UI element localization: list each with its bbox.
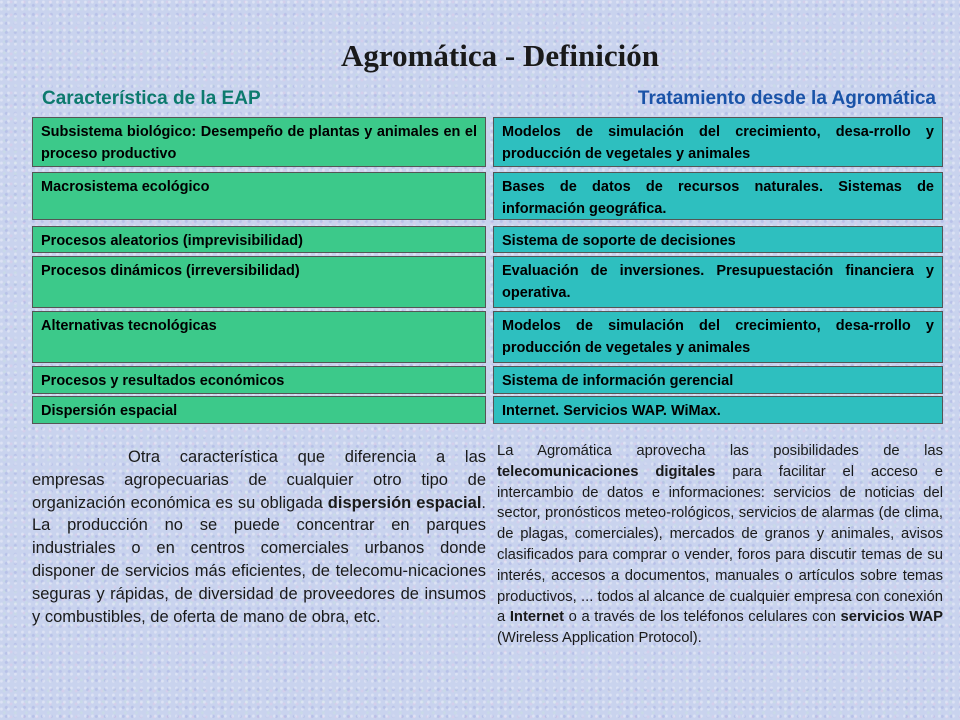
paragraph-text: . La producción no se puede concentrar en parques industriales o en centros comerciales urbanos donde disponer de servicios más eficientes, de telecomu-nicaciones seguras y rápidas, de diversidad de proveedores de insumos y combustibles, de oferta de mano de obra, etc.: [32, 493, 486, 626]
table-row: [32, 311, 943, 363]
treatment-cell: Modelos de simulación del crecimiento, desa-rrollo y producción de vegetales y animales: [493, 311, 943, 363]
page-title: Agromática - Definición: [341, 38, 659, 73]
paragraph-emphasis: servicios WAP: [840, 609, 943, 626]
column-header-treatment: Tratamiento desde la Agromática: [637, 88, 936, 109]
treatment-cell: Bases de datos de recursos naturales. Sistemas de información geográfica.: [493, 172, 943, 220]
table-row: [32, 396, 943, 424]
characteristic-cell: Procesos aleatorios (imprevisibilidad): [32, 226, 486, 253]
paragraph-emphasis: dispersión espacial: [327, 493, 482, 512]
characteristic-cell: Dispersión espacial: [32, 396, 486, 424]
paragraph-text: (Wireless Application Protocol).: [497, 630, 702, 647]
table-row: [32, 117, 943, 167]
characteristic-cell: Macrosistema ecológico: [32, 172, 486, 220]
telecom-paragraph: [497, 441, 943, 649]
treatment-cell: Internet. Servicios WAP. WiMax.: [493, 396, 943, 424]
table-row: [32, 256, 943, 308]
characteristic-cell: Alternativas tecnológicas: [32, 311, 486, 363]
treatment-cell: Sistema de información gerencial: [493, 366, 943, 394]
treatment-cell: Sistema de soporte de decisiones: [493, 226, 943, 253]
table-row: [32, 172, 943, 220]
treatment-cell: Modelos de simulación del crecimiento, desa-rrollo y producción de vegetales y animales: [493, 117, 943, 167]
paragraph-text: La Agromática aprovecha las posibilidades de las: [497, 443, 943, 459]
paragraph-text: para facilitar el acceso e intercambio de datos e informaciones: servicios de noticias del sector, pronósticos meteo-rológicos, servicios de alarmas (de clima, de plagas, comerciales), mercados de granos y animales, avisos clasificados para comprar o vender, foros para discutir temas de su interés, accesos a documentos, manuales o artículos sobre temas productivos, ... todos al alcance de cualquier empresa con conexión a: [497, 463, 943, 626]
table-row: [32, 226, 943, 253]
characteristic-cell: Procesos dinámicos (irreversibilidad): [32, 256, 486, 308]
table-row: [32, 366, 943, 394]
paragraph-text: o a través de los teléfonos celulares con: [564, 609, 841, 626]
characteristic-cell: Subsistema biológico: Desempeño de plantas y animales en el proceso productivo: [32, 117, 486, 167]
paragraph-emphasis: telecomunicaciones digitales: [497, 463, 716, 480]
treatment-cell: Evaluación de inversiones. Presupuestación financiera y operativa.: [493, 256, 943, 308]
spatial-dispersion-paragraph: [32, 446, 486, 628]
column-header-characteristic: Característica de la EAP: [42, 88, 261, 109]
paragraph-emphasis: Internet: [509, 609, 565, 626]
characteristic-cell: Procesos y resultados económicos: [32, 366, 486, 394]
paragraph-text: Otra característica que diferencia a las empresas agropecuarias de cualquier otro tipo de organización económica es su obligada: [32, 448, 486, 512]
